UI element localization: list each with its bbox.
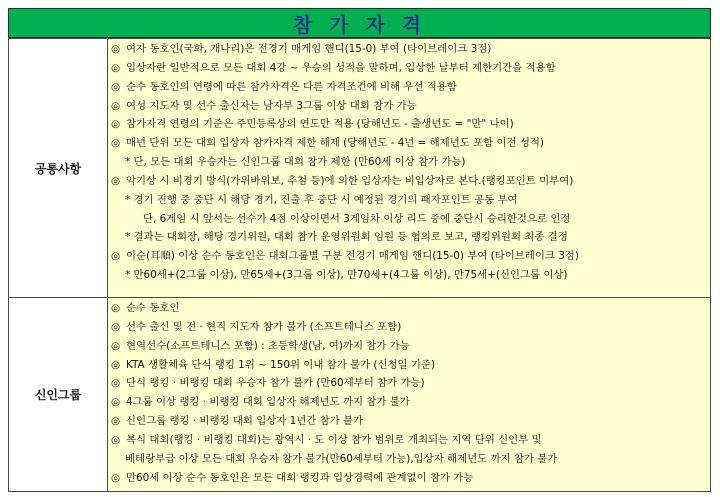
list-item [111,356,710,375]
section-content [108,39,711,298]
list-item [111,299,710,318]
bullet-icon: ◎ [111,174,121,187]
bullet-icon: ◎ [111,471,121,484]
page-title: 참 가 자 격 [292,12,427,37]
list-item-text: 단, 6게임 시 앞서는 선수가 4점 이상이면서 3게임차 이상 리드 중에 중단시 승리한것으로 인정 [143,212,571,225]
list-item-text: 참가자격 연령의 기준은 주민등록상의 연도만 적용 (당해년도 - 출생년도 = "만" 나이) [126,118,514,131]
eligibility-table [8,38,711,492]
list-item-text: 만60세 이상 순수 동호인은 모든 대회 랭킹과 입상경력에 관계없이 참가 가능 [126,471,474,484]
bullet-icon: ◎ [111,377,121,390]
list-item-text: * 결과는 대회장, 해당 경기위원, 대회 참가 운영위원회 임원 등 협의로 보고, 랭킹위원회 최종 결정 [125,231,568,244]
list-item [111,210,710,229]
list-item-text: * 만60세+(2그룹 이상), 만65세+(3그룹 이상), 만70세+(4그룹 이상), 만75세+(신인그룹 이상) [125,269,568,282]
list-item [111,431,710,450]
list-item [111,172,710,191]
list-item-text: 복식 대회(랭킹 · 비랭킹 대회)는 광역시 · 도 이상 참가 범위로 개최되는 지역 단위 신인부 및 [126,433,542,446]
list-item-text: 신인그룹 랭킹 · 비랭킹 대회 입상자 1년간 참가 불가 [126,415,364,428]
bullet-icon: ◎ [111,415,121,428]
list-item [111,40,710,59]
section-row [9,298,711,492]
list-item [111,337,710,356]
bullet-icon: ◎ [111,250,121,263]
list-item [111,393,710,412]
list-item-text: 순수 동호인 [126,302,180,314]
bullet-icon: ◎ [111,396,121,409]
list-item [111,247,710,266]
bullet-icon: ◎ [111,358,121,371]
title-bar [8,8,711,38]
section-content [108,298,711,492]
list-item-text: 악기상 시 비경기 방식(가위바위보, 추첨 등)에 의한 입상자는 비입상자로 본다.(랭킹포인트 미부여) [126,174,574,187]
bullet-icon: ◎ [111,99,121,112]
list-item-text: 4그룹 이상 랭킹 · 비랭킹 대회 입상자 해제년도 까지 참가 불가 [126,396,410,409]
list-item [111,59,710,78]
list-item [111,412,710,431]
list-item [111,318,710,337]
list-item-text: * 경기 진행 중 중단 시 해당 경기, 진출 후 중단 시 예정된 경기의 패자포인트 공동 부여 [125,193,518,206]
list-item [111,469,710,488]
bullet-icon: ◎ [111,302,121,314]
list-item [111,191,710,210]
list-item [111,115,710,134]
list-item-text: 순수 동호인의 연령에 따른 참가자격은 다른 자격조건에 비해 우선 적용함 [126,80,457,93]
list-item [111,78,710,97]
bullet-icon: ◎ [111,61,121,74]
bullet-icon: ◎ [111,118,121,131]
list-item-text: 현역선수(소프트테니스 포함) : 초등학생(남, 여)까지 참가 가능 [126,339,410,352]
list-item [111,97,710,116]
section-label: 신인그룹 [9,298,108,492]
bullet-icon: ◎ [111,137,121,150]
list-item [111,134,710,153]
bullet-icon: ◎ [111,339,121,352]
bullet-icon: ◎ [111,80,121,93]
list-item-text: * 단, 모든 대회 우승자는 신인그룹 대회 참가 제한 (만60세 이상 참가 가능) [125,156,466,169]
list-item [111,228,710,247]
list-item [111,153,710,172]
list-item [111,374,710,393]
list-item-text: 이순(耳順) 이상 순수 동호인은 대회그룹별 구분 전경기 매게임 핸디(15-0) 부여 (타이브레이크 3점) [126,250,579,263]
list-item-text: 매년 단위 모든 대회 입상자 참가자격 제한 해제 (당해년도 - 4년 = 해제년도 포함 이전 성적) [126,137,544,150]
list-item [111,266,710,285]
list-item [111,450,710,469]
section-label: 공통사항 [9,39,108,298]
list-item-text: 입상자란 일반적으로 모든 대회 4강 ~ 우승의 성적을 말하며, 입상한 날부터 제한기간을 적용함 [126,61,556,74]
bullet-icon: ◎ [111,43,121,55]
section-row [9,39,711,298]
list-item-text: KTA 생활체육 단식 랭킹 1위 ~ 150위 이내 참가 불가 (신청일 기준) [126,358,436,371]
list-item-text: 여성 지도자 및 선수 출신자는 남자부 3그룹 이상 대회 참가 가능 [126,99,417,112]
bullet-icon: ◎ [111,433,121,446]
list-item-text: 단식 랭킹 · 비랭킹 대회 우승자 참가 불가 (만60세부터 참가 가능) [126,377,425,390]
list-item-text: 베테랑부급 이상 모든 대회 우승자 참가 불가(만60세부터 가능),입상자 해제년도 까지 참가 불가 [125,452,558,465]
list-item-text: 선수 출신 및 전 · 현직 지도자 참가 불가 (소프트테니스 포함) [126,320,402,333]
list-item-text: 여자 동호인(국화, 개나리)은 전경기 매게임 핸디(15-0) 부여 (타이브레이크 3점) [126,43,492,55]
bullet-icon: ◎ [111,320,121,333]
